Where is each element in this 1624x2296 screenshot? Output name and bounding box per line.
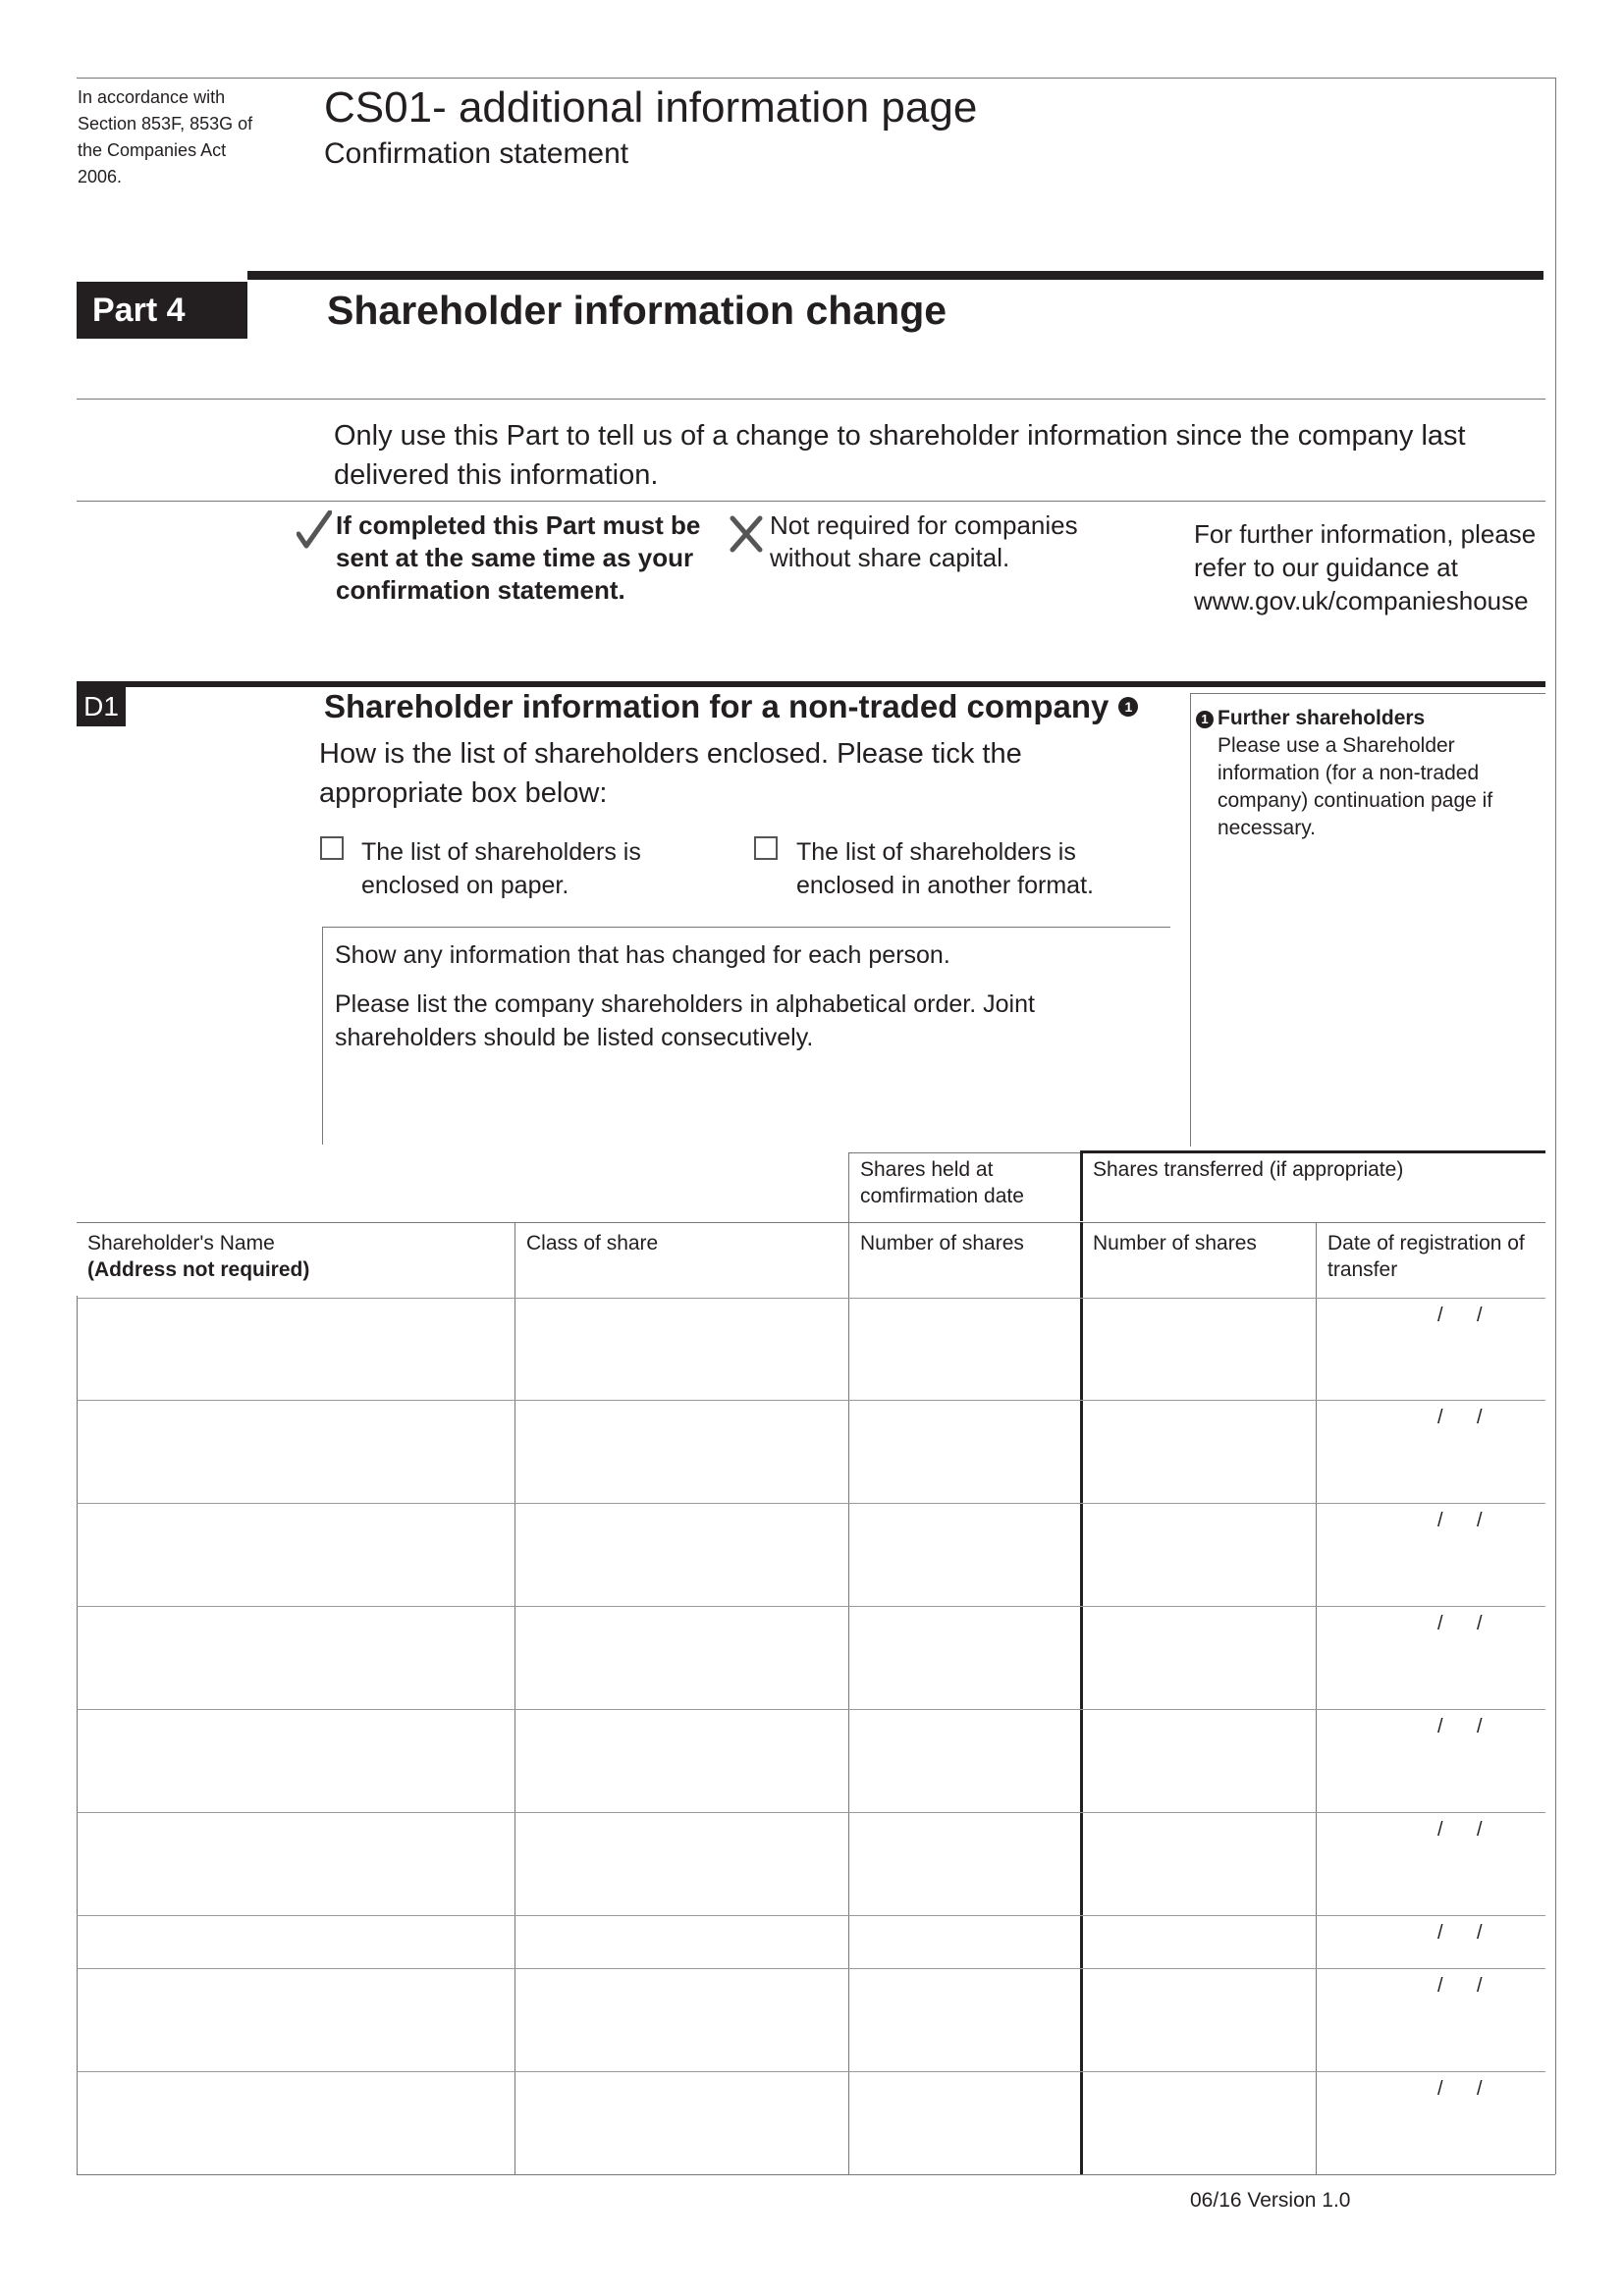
table-row (77, 1709, 1545, 1812)
shareholder-name-cell[interactable] (79, 1970, 514, 2069)
part-heading: Shareholder information change (327, 288, 947, 333)
legal-reference: In accordance with Section 853F, 853G of the Companies Act 2006. (78, 87, 253, 187)
shares-held-cell[interactable] (850, 1608, 1080, 1707)
shareholder-name-cell[interactable] (79, 1608, 514, 1707)
shares-held-cell[interactable] (850, 1917, 1080, 1966)
form-subtitle: Confirmation statement (324, 137, 629, 170)
table-border (848, 1152, 1082, 1153)
column-header-class: Class of share (526, 1232, 659, 1255)
frame-top-border (77, 78, 1555, 79)
part-label: Part 4 (77, 282, 247, 339)
shares-held-cell[interactable] (850, 1970, 1080, 2069)
shares-transferred-cell[interactable] (1084, 1608, 1316, 1707)
instruction-changed: Show any information that has changed for each person. (335, 941, 950, 969)
section-label: D1 (77, 687, 126, 726)
divider (77, 399, 1545, 400)
share-class-cell[interactable] (516, 2073, 848, 2172)
shares-transferred-cell[interactable] (1084, 1300, 1316, 1398)
sidebar-body: Please use a Shareholder information (for a non-traded company) continuation page if necessary. (1218, 734, 1493, 839)
share-class-cell[interactable] (516, 1300, 848, 1398)
table-row (77, 1298, 1545, 1400)
part-rule (247, 271, 1543, 280)
share-class-cell[interactable] (516, 1970, 848, 2069)
section-heading-text: Shareholder information for a non-traded company (324, 688, 1110, 724)
part-intro: Only use this Part to tell us of a change to shareholder information since the company last delivered this information. (334, 420, 1466, 491)
transfer-date-cell[interactable] (1318, 1402, 1543, 1501)
transfer-date-cell[interactable] (1318, 1300, 1543, 1398)
table-row (77, 1400, 1545, 1503)
group-header-held: Shares held at comfirmation date (860, 1158, 1024, 1207)
transfer-date-cell[interactable] (1318, 1505, 1543, 1604)
column-header-name (87, 1230, 500, 1283)
column-header-name-text: Shareholder's Name (87, 1232, 275, 1255)
footnote-marker-icon: 1 (1118, 697, 1138, 717)
shares-held-cell[interactable] (850, 1505, 1080, 1604)
table-border (1082, 1150, 1545, 1153)
date-separator: / (1437, 1613, 1443, 1634)
date-separator: / (1477, 1510, 1483, 1531)
shares-held-cell[interactable] (850, 1711, 1080, 1810)
column-header-held-number: Number of shares (860, 1232, 1024, 1255)
shares-transferred-cell[interactable] (1084, 1505, 1316, 1604)
date-separator: / (1477, 2078, 1483, 2100)
transfer-date-cell[interactable] (1318, 1917, 1543, 1966)
transfer-date-cell[interactable] (1318, 1711, 1543, 1810)
sidebar-border (1190, 693, 1191, 1147)
form-title: CS01- additional information page (324, 83, 978, 132)
date-separator: / (1477, 1613, 1483, 1634)
date-separator: / (1437, 1819, 1443, 1841)
shareholder-name-cell[interactable] (79, 1711, 514, 1810)
shares-held-cell[interactable] (850, 1402, 1080, 1501)
required-note: If completed this Part must be sent at the same time as your confirmation statement. (336, 510, 701, 605)
transfer-date-cell[interactable] (1318, 1814, 1543, 1913)
date-separator: / (1477, 1975, 1483, 1997)
table-row (77, 1812, 1545, 1915)
info-marker-icon: 1 (1196, 711, 1214, 728)
shareholder-name-cell[interactable] (79, 1402, 514, 1501)
shares-transferred-cell[interactable] (1084, 2073, 1316, 2172)
sidebar-title (1196, 705, 1425, 732)
shares-transferred-cell[interactable] (1084, 1814, 1316, 1913)
share-class-cell[interactable] (516, 1917, 848, 1966)
tick-icon (297, 510, 332, 550)
table-row (77, 1606, 1545, 1709)
section-heading (324, 685, 1138, 728)
frame-right-border (1555, 78, 1556, 2174)
transfer-date-cell[interactable] (1318, 2073, 1543, 2172)
transfer-date-cell[interactable] (1318, 1608, 1543, 1707)
shares-transferred-cell[interactable] (1084, 1711, 1316, 1810)
date-separator: / (1477, 1819, 1483, 1841)
column-header-transfer-number: Number of shares (1093, 1232, 1257, 1255)
divider (77, 501, 1545, 502)
share-class-cell[interactable] (516, 1505, 848, 1604)
date-separator: / (1437, 1305, 1443, 1326)
table-border (1080, 1150, 1083, 1221)
date-separator: / (1477, 1922, 1483, 1944)
date-separator: / (1437, 2078, 1443, 2100)
cross-icon (729, 514, 764, 554)
shares-transferred-cell[interactable] (1084, 1970, 1316, 2069)
date-separator: / (1437, 1407, 1443, 1428)
shares-held-cell[interactable] (850, 1814, 1080, 1913)
date-separator: / (1437, 1716, 1443, 1737)
date-separator: / (1477, 1407, 1483, 1428)
not-required-note: Not required for companies without share capital. (770, 510, 1078, 572)
column-header-transfer-date: Date of registration of transfer (1327, 1232, 1525, 1281)
table-border (77, 1222, 1545, 1223)
sidebar-title-text: Further shareholders (1218, 707, 1426, 729)
other-format-checkbox[interactable] (754, 836, 778, 860)
share-class-cell[interactable] (516, 1711, 848, 1810)
share-class-cell[interactable] (516, 1814, 848, 1913)
paper-checkbox[interactable] (320, 836, 344, 860)
table-row (77, 1503, 1545, 1606)
share-class-cell[interactable] (516, 1402, 848, 1501)
share-class-cell[interactable] (516, 1608, 848, 1707)
date-separator: / (1477, 1716, 1483, 1737)
other-format-option-label: The list of shareholders is enclosed in another format. (796, 838, 1094, 899)
guidance-note: For further information, please refer to our guidance at www.gov.uk/companieshouse (1194, 519, 1537, 615)
paper-option-label: The list of shareholders is enclosed on paper. (361, 838, 641, 899)
instruction-order: Please list the company shareholders in alphabetical order. Joint shareholders should be listed consecutively. (335, 990, 1035, 1051)
date-separator: / (1477, 1305, 1483, 1326)
group-header-transferred: Shares transferred (if appropriate) (1093, 1158, 1404, 1181)
enclosure-question: How is the list of shareholders enclosed. Please tick the appropriate box below: (319, 738, 1022, 809)
sidebar-rule (1190, 693, 1545, 694)
table-border (848, 1152, 849, 1223)
shares-held-cell[interactable] (850, 2073, 1080, 2172)
frame-bottom-border (77, 2174, 1555, 2175)
shareholder-name-cell[interactable] (79, 1917, 514, 1966)
shares-transferred-cell[interactable] (1084, 1402, 1316, 1501)
shareholder-name-cell[interactable] (79, 1814, 514, 1913)
shares-transferred-cell[interactable] (1084, 1917, 1316, 1966)
shares-held-cell[interactable] (850, 1300, 1080, 1398)
date-separator: / (1437, 1922, 1443, 1944)
date-separator: / (1437, 1975, 1443, 1997)
table-row (77, 1968, 1545, 2071)
table-row (77, 1915, 1545, 1968)
version-label: 06/16 Version 1.0 (1190, 2189, 1351, 2212)
instructions-border (322, 927, 1170, 928)
transfer-date-cell[interactable] (1318, 1970, 1543, 2069)
shareholder-name-cell[interactable] (79, 1505, 514, 1604)
shareholder-name-cell[interactable] (79, 1300, 514, 1398)
shareholder-name-cell[interactable] (79, 2073, 514, 2172)
instructions-border (322, 927, 323, 1145)
column-header-name-note: (Address not required) (87, 1258, 310, 1281)
date-separator: / (1437, 1510, 1443, 1531)
table-row (77, 2071, 1545, 2174)
